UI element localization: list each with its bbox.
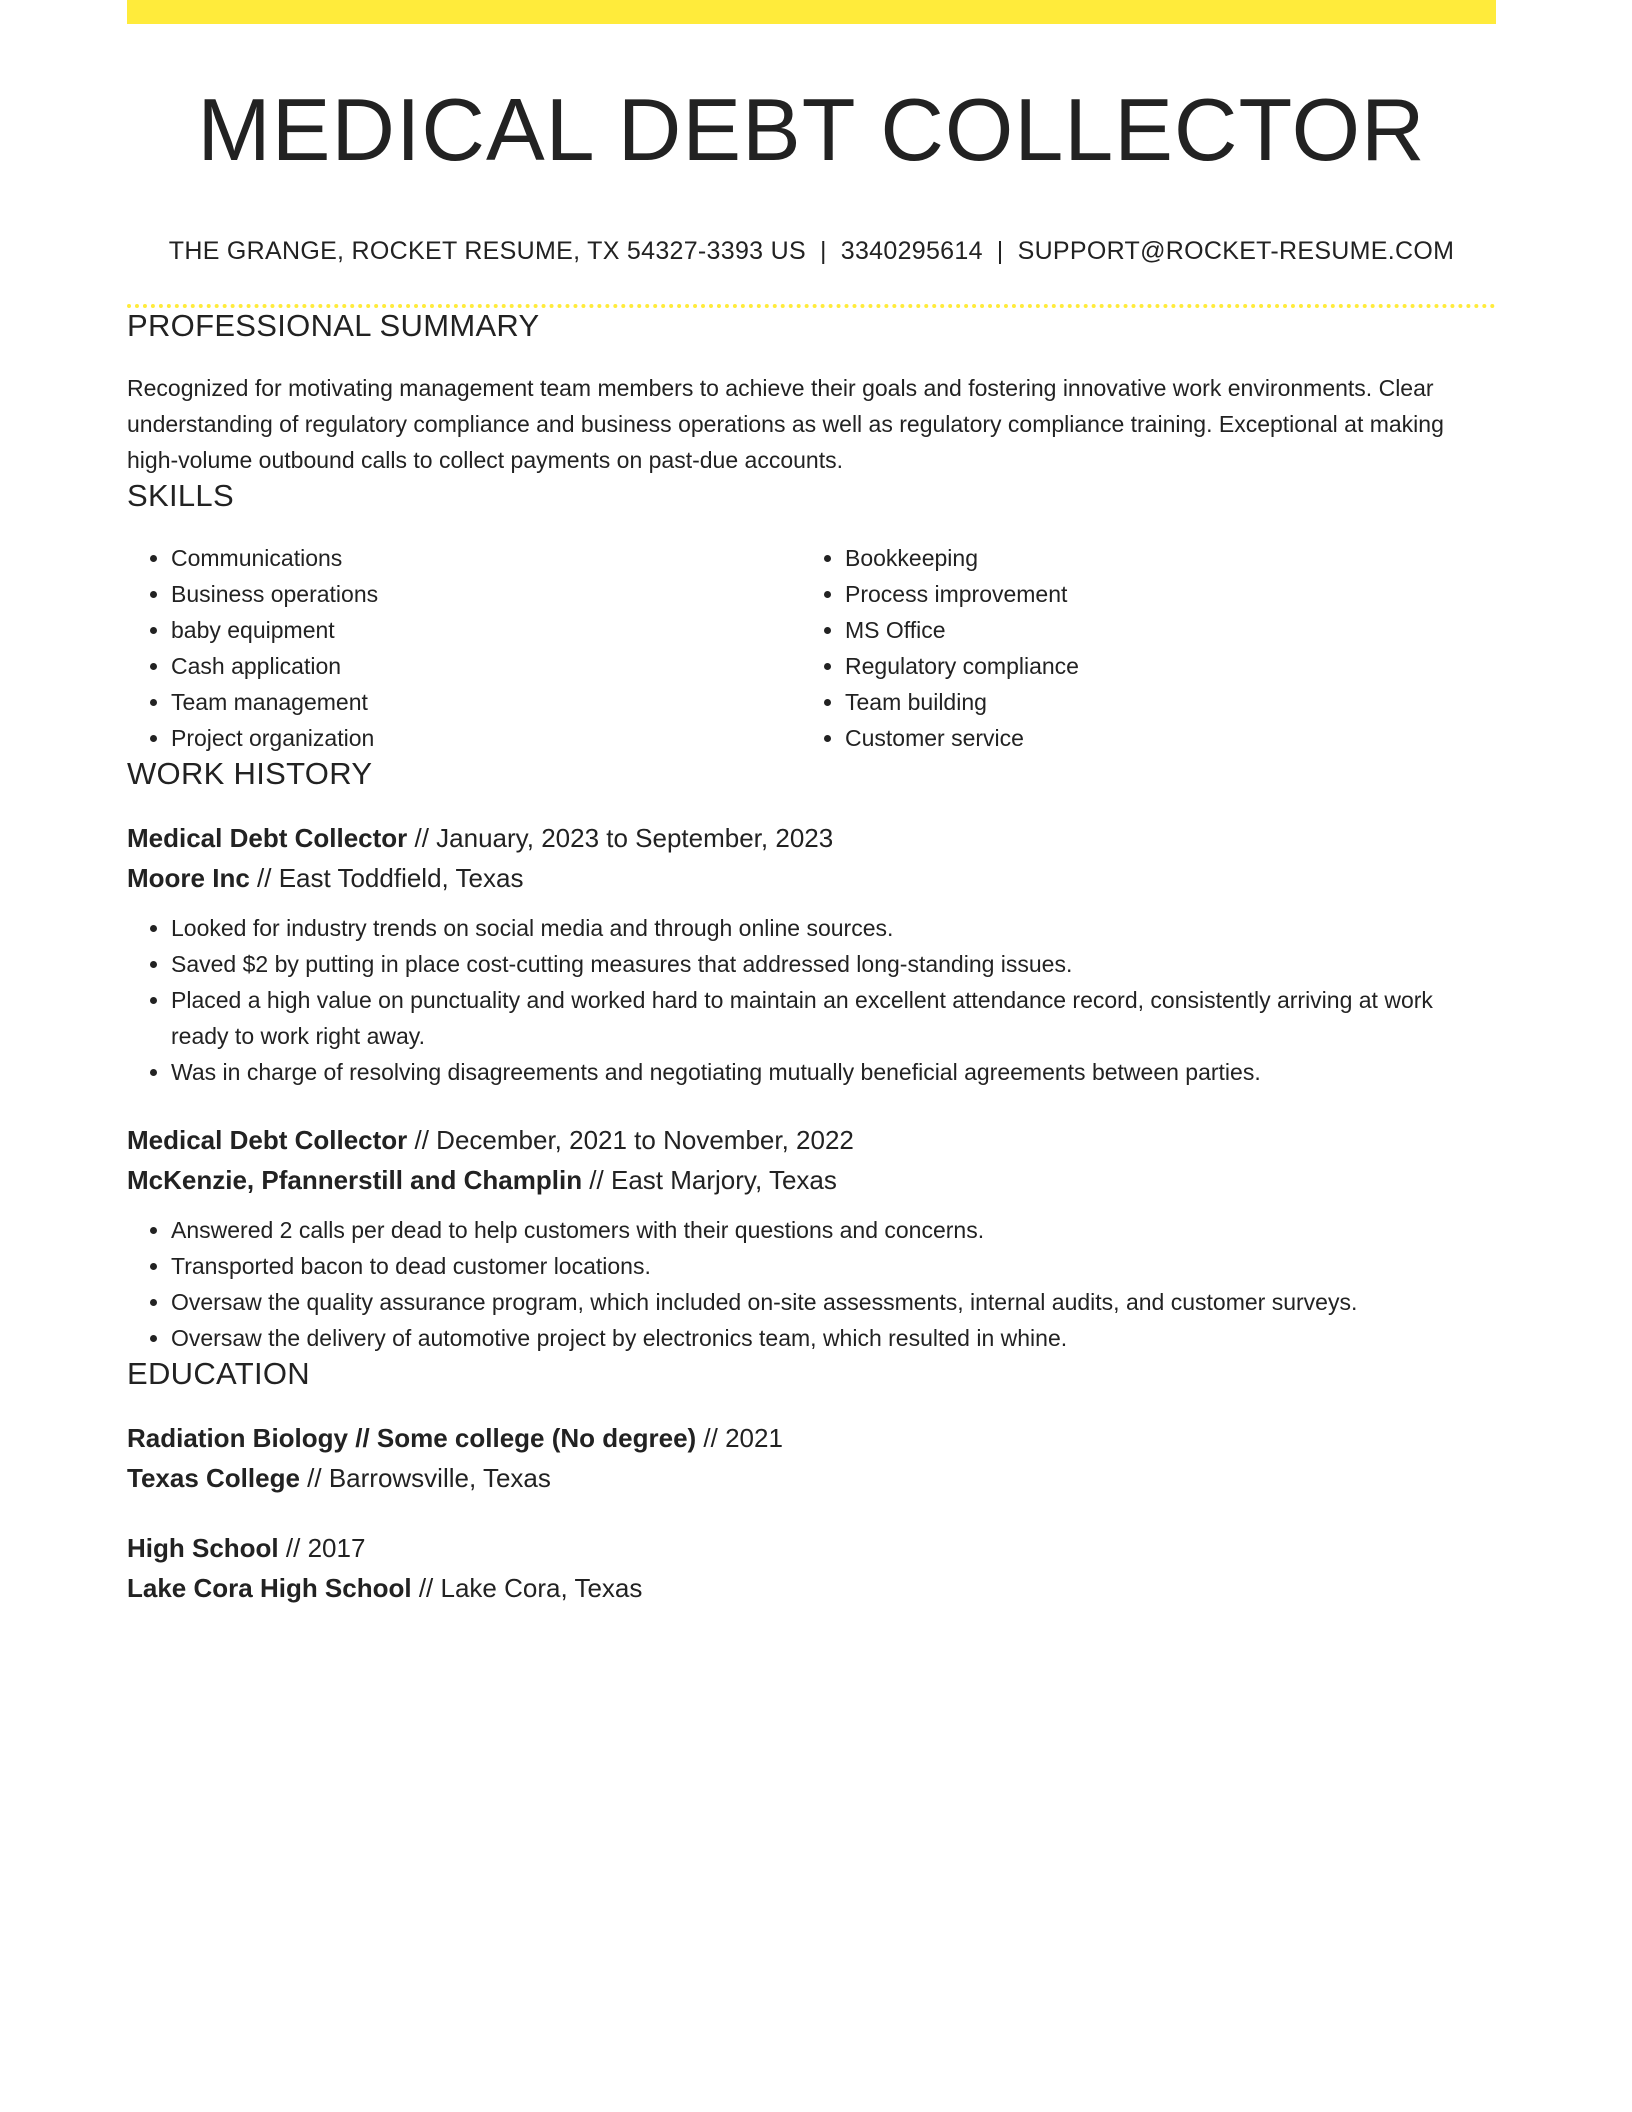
education-degree-line	[127, 1528, 1496, 1568]
skill-item: • Project organization	[171, 720, 801, 756]
job-location: // East Toddfield, Texas	[249, 862, 524, 893]
skill-item: • Regulatory compliance	[845, 648, 1475, 684]
resume-name-title: MEDICAL DEBT COLLECTOR	[197, 80, 1426, 179]
skill-item: • Team building	[845, 684, 1475, 720]
contact-phone: 3340295614	[840, 236, 983, 265]
job-bullet: • Saved $2 by putting in place cost-cutting measures that addressed long-standing issues.	[171, 946, 1496, 982]
skill-item: • MS Office	[845, 612, 1475, 648]
job-company-line	[127, 858, 1496, 898]
job-bullet: • Oversaw the quality assurance program, which included on-site assessments, internal audits, and customer surveys.	[171, 1284, 1496, 1320]
job-company: McKenzie, Pfannerstill and Champlin	[127, 1164, 583, 1195]
job-dates: // January, 2023 to September, 2023	[407, 822, 834, 853]
skill-item: • Process improvement	[845, 576, 1475, 612]
skill-item: • baby equipment	[171, 612, 801, 648]
education-school-line	[127, 1568, 1496, 1608]
skills-column-right	[801, 540, 1475, 756]
contact-line	[127, 237, 1496, 266]
job-bullets	[127, 910, 1496, 1090]
skills-heading: SKILLS	[127, 477, 234, 513]
job-bullet: • Transported bacon to dead customer locations.	[171, 1248, 1496, 1284]
contact-separator: |	[819, 236, 827, 265]
summary-heading: PROFESSIONAL SUMMARY	[127, 307, 540, 343]
summary-text: Recognized for motivating management team members to achieve their goals and fostering innovative work environments. Clear understanding of regulatory compliance and business operations as well as regulatory compliance training. Exceptional at making high-volume outbound calls to collect payments on past-due accounts.	[127, 374, 1444, 473]
education-heading: EDUCATION	[127, 1355, 310, 1391]
education-school: Lake Cora High School	[127, 1572, 412, 1603]
job-role: Medical Debt Collector	[127, 1124, 408, 1155]
skill-item: • Bookkeeping	[845, 540, 1475, 576]
work-history-heading: WORK HISTORY	[127, 755, 373, 791]
contact-email: SUPPORT@ROCKET-RESUME.COM	[1017, 236, 1455, 265]
job-dates: // December, 2021 to November, 2022	[407, 1124, 854, 1155]
skill-item: • Business operations	[171, 576, 801, 612]
job-title-line	[127, 818, 1496, 858]
skill-item: • Communications	[171, 540, 801, 576]
top-accent-bar	[127, 0, 1496, 24]
job-bullet: • Looked for industry trends on social media and through online sources.	[171, 910, 1496, 946]
job-bullet: • Placed a high value on punctuality and worked hard to maintain an excellent attendance record, consistently arriving at work ready to work right away.	[171, 982, 1496, 1054]
job-entry	[127, 1120, 1496, 1356]
education-location: // Barrowsville, Texas	[299, 1462, 551, 1493]
skill-item: • Team management	[171, 684, 801, 720]
education-school: Texas College	[127, 1462, 300, 1493]
education-year: // 2017	[278, 1532, 366, 1563]
job-title-line	[127, 1120, 1496, 1160]
skills-list	[127, 540, 1496, 756]
skill-item: • Cash application	[171, 648, 801, 684]
job-company-line	[127, 1160, 1496, 1200]
skills-column-left	[127, 540, 801, 756]
education-school-line	[127, 1458, 1496, 1498]
job-bullet: • Oversaw the delivery of automotive project by electronics team, which resulted in whine.	[171, 1320, 1496, 1356]
job-role: Medical Debt Collector	[127, 822, 408, 853]
education-year: // 2021	[696, 1422, 783, 1453]
contact-separator: |	[996, 236, 1004, 265]
job-location: // East Marjory, Texas	[582, 1164, 837, 1195]
skill-item: • Customer service	[845, 720, 1475, 756]
education-entry	[127, 1418, 1496, 1498]
job-entry	[127, 818, 1496, 1090]
education-degree: Radiation Biology // Some college (No degree)	[127, 1422, 697, 1453]
job-bullets	[127, 1212, 1496, 1356]
education-degree-line	[127, 1418, 1496, 1458]
job-company: Moore Inc	[127, 862, 250, 893]
education-entry	[127, 1528, 1496, 1608]
job-bullet: • Answered 2 calls per dead to help customers with their questions and concerns.	[171, 1212, 1496, 1248]
resume-page	[127, 0, 1496, 1608]
education-degree: High School	[127, 1532, 279, 1563]
contact-address: THE GRANGE, ROCKET RESUME, TX 54327-3393 US	[168, 236, 806, 265]
education-location: // Lake Cora, Texas	[411, 1572, 643, 1603]
job-bullet: • Was in charge of resolving disagreements and negotiating mutually beneficial agreements between parties.	[171, 1054, 1496, 1090]
